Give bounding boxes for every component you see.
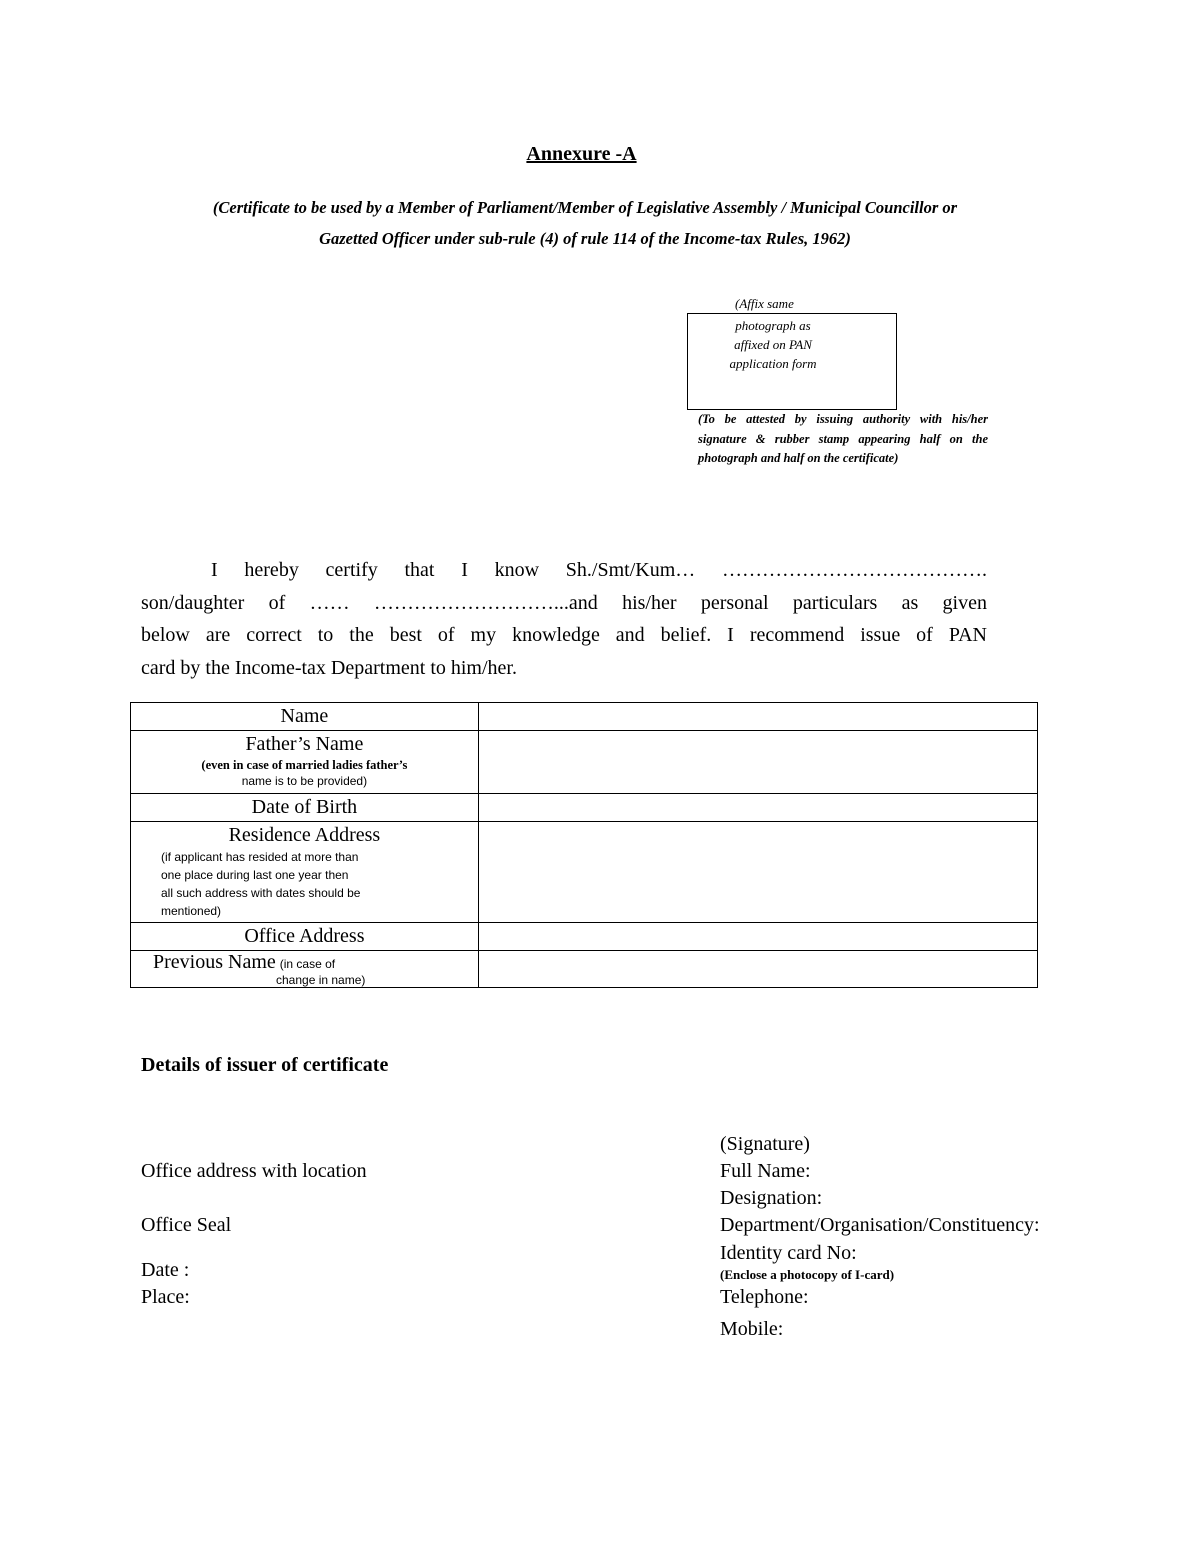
photo-label-line-3: application form [729,356,817,371]
residence-value-cell[interactable] [478,822,1037,923]
office-seal-label: Office Seal [141,1214,232,1236]
department-label: Department/Organisation/Constituency: [720,1214,1040,1236]
designation-label: Designation: [720,1187,823,1209]
father-note-1: (even in case of married ladies father’s [201,758,408,772]
residence-note-4: mentioned) [161,904,222,918]
name-value-cell[interactable] [478,703,1037,731]
residence-label-cell [131,822,479,923]
subtitle-line-2: Gazetted Officer under sub-rule (4) of rule 114 of the Income-tax Rules, 1962) [319,229,851,248]
certificate-paragraph [141,554,987,684]
previous-name-label-cell [131,951,479,988]
identity-card-label: Identity card No: [720,1242,857,1264]
father-name-value-cell[interactable] [478,731,1037,794]
father-name-label: Father’s Name [245,733,364,755]
date-label: Date : [141,1259,190,1281]
table-row [131,703,1038,731]
table-row [131,822,1038,923]
certificate-line-4: card by the Income-tax Department to him/her. [141,656,517,679]
office-address-location-label: Office address with location [141,1160,367,1182]
certificate-line-1: I hereby certify that I know Sh./Smt/Kum… …………………………………. [211,559,987,581]
name-label-cell [131,703,479,731]
attestation-note: (To be attested by issuing authority with his/her signature & rubber stamp appearing half on the photograph and half on the certificate) [698,412,988,465]
dob-label-cell [131,794,479,822]
dob-value-cell[interactable] [478,794,1037,822]
photo-label-line-1: photograph as [735,318,811,333]
issuer-heading: Details of issuer of certificate [141,1054,389,1076]
certificate-line-2: son/daughter of …… ………………………...and his/her personal particulars as given [141,591,987,614]
full-name-label: Full Name: [720,1160,811,1182]
certificate-line-3: below are correct to the best of my knowledge and belief. I recommend issue of PAN [141,624,987,646]
office-address-value-cell[interactable] [478,923,1037,951]
residence-note-2: one place during last one year then [161,868,349,882]
residence-note [131,848,478,920]
previous-name-note-2: change in name) [276,973,366,987]
residence-note-3: all such address with dates should be [161,886,361,900]
office-address-label: Office Address [244,925,365,947]
name-label: Name [280,705,329,727]
mobile-label: Mobile: [720,1318,784,1340]
dob-label: Date of Birth [251,796,358,818]
table-row [131,731,1038,794]
residence-note-1: (if applicant has resided at more than [161,850,359,864]
enclose-note: (Enclose a photocopy of I-card) [720,1267,895,1282]
office-label-cell [131,923,479,951]
father-note-2: name is to be provided) [241,774,368,788]
previous-name-label: Previous Name [153,951,276,973]
particulars-table [130,702,1038,988]
signature-label: (Signature) [720,1133,810,1155]
photo-box-text [708,316,838,373]
photo-label-line-2: affixed on PAN [734,337,812,352]
table-row [131,951,1038,988]
document-title: Annexure -A [526,143,637,165]
subtitle-line-1: (Certificate to be used by a Member of Parliament/Member of Legislative Assembly / Municipal Councillor or [212,198,958,217]
previous-name-value-cell[interactable] [478,951,1037,988]
photo-label-top: (Affix same [735,296,794,311]
place-label: Place: [141,1286,190,1308]
document-subtitle [130,192,1040,254]
residence-label: Residence Address [228,824,381,846]
table-row [131,923,1038,951]
telephone-label: Telephone: [720,1286,809,1308]
previous-name-note-1: (in case of [279,957,336,971]
table-row [131,794,1038,822]
father-name-label-cell [131,731,479,794]
photo-box [687,313,897,410]
